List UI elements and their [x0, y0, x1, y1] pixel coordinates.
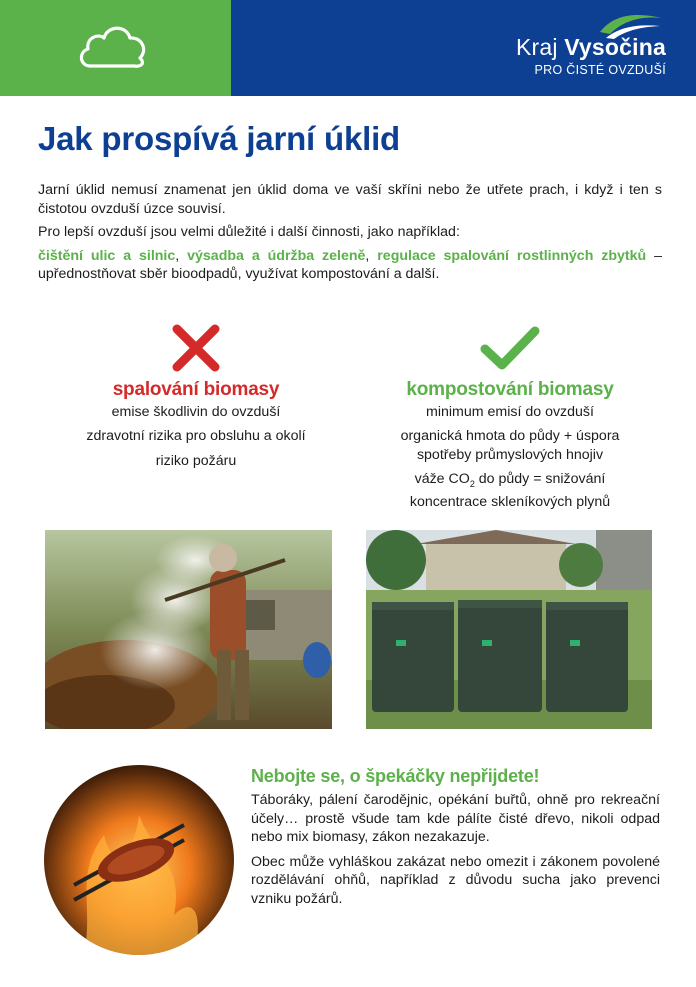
- burning-column: [40, 323, 352, 476]
- intro-text: [38, 181, 662, 289]
- highlight-burning-regulation: regulace spalování rostlinných zbytků: [377, 247, 647, 264]
- campfire-text: [251, 791, 660, 914]
- campfire-title: Nebojte se, o špekáčky nepřijdete!: [251, 766, 540, 786]
- composting-point-2: organická hmota do půdy + úspora spotřeby průmyslových hnojiv: [400, 428, 620, 463]
- campfire-paragraph-2: Obec může vyhláškou zakázat nebo omezit i zákonem povolené rozdělávání ohňů, například z důvodu sucha jako prevenci vzniku požárů.: [251, 853, 660, 907]
- page-title: Jak prospívá jarní úklid: [38, 120, 401, 157]
- burning-title: spalování biomasy: [112, 379, 280, 400]
- composting-point-3: váže $CO_2$ do půdy = snižování koncentrace skleníkových plynů: [409, 471, 611, 511]
- burning-point-2: zdravotní rizika pro obsluhu a okolí: [86, 428, 306, 444]
- cross-icon: [169, 323, 223, 373]
- photo-campfire-sausage: [44, 765, 234, 955]
- photo-burning-leaves: [45, 530, 332, 729]
- composting-point-1: minimum emisí do ovzduší: [426, 403, 594, 420]
- logo-name: Kraj Vysočina: [515, 34, 666, 60]
- composting-column: [354, 323, 666, 518]
- intro-paragraph-1: Jarní úklid nemusí znamenat jen úklid doma ve vaší skříni nebo že utřete prach, i když i ten s čistotou ovzduší úzce souvisí.: [38, 182, 662, 217]
- highlight-greenery: výsadba a údržba zeleně: [187, 247, 366, 264]
- check-icon: [478, 323, 542, 373]
- cloud-icon: [76, 16, 150, 72]
- logo-subtitle: PRO ČISTÉ OVZDUŠÍ: [534, 63, 666, 77]
- composting-title: kompostování biomasy: [406, 379, 614, 400]
- photo-compost-bins: [366, 530, 652, 729]
- burning-point-1: emise škodlivin do ovzduší: [111, 403, 281, 420]
- campfire-paragraph-1: Táboráky, pálení čarodějnic, opékání buřtů, ohně pro rekreační účely… prostě všude tam kde pálíte čisté dřevo, nikoli odpad nebo mix biomasy, zákon nezakazuje.: [251, 792, 660, 845]
- intro-paragraph-3: čištění ulic a silnic, výsadba a údržba zeleně, regulace spalování rostlinných zbytků – upřednostňovat sběr bioodpadů, využívat kompostování a další.: [38, 247, 663, 282]
- burning-point-3: riziko požáru: [155, 452, 237, 469]
- highlight-street-cleaning: čištění ulic a silnic: [38, 247, 176, 264]
- intro-paragraph-2: Pro lepší ovzduší jsou velmi důležité i další činnosti, jako například:: [38, 224, 460, 240]
- logo-text: [516, 34, 666, 77]
